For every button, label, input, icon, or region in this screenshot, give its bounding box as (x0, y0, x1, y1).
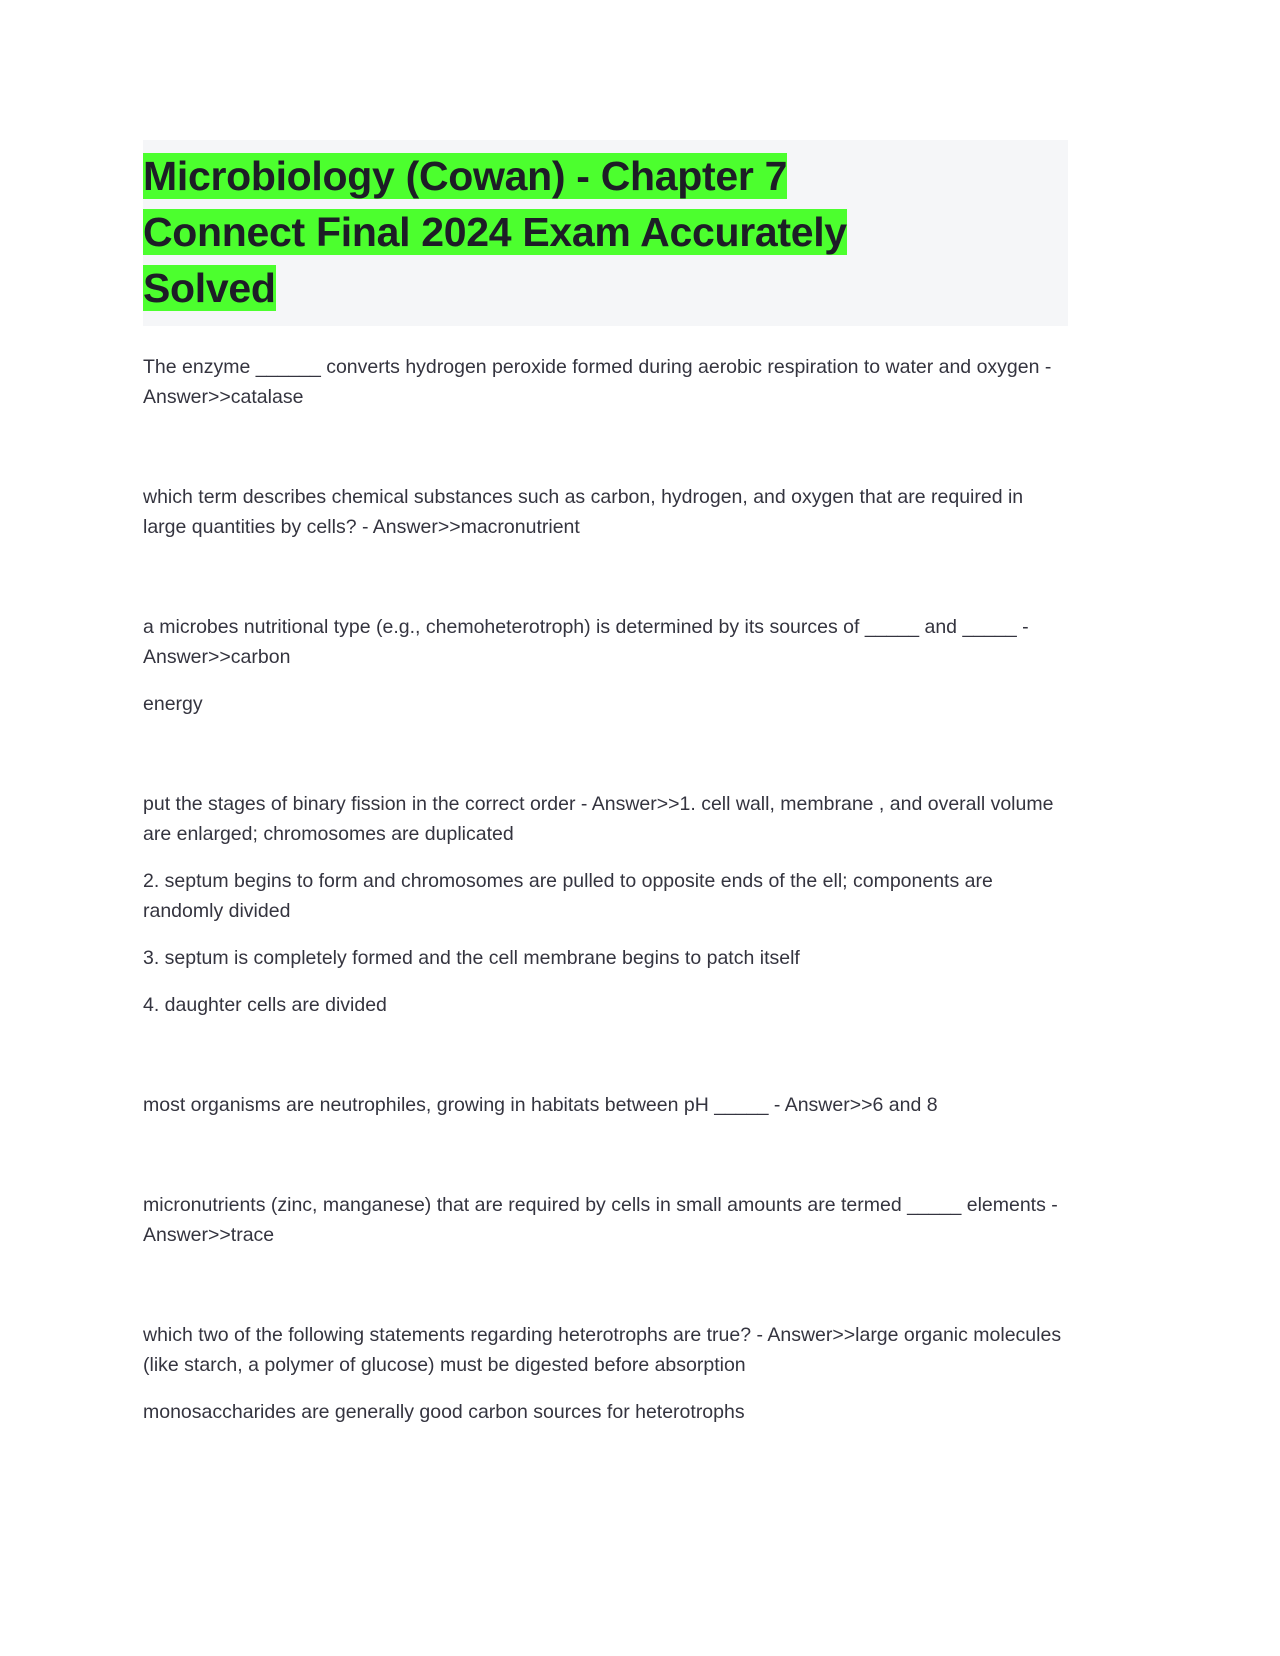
qa-paragraph: which two of the following statements regarding heterotrophs are true? - Answer>>large organic molecules (like starch, a polymer of glucose) must be digested before absorption (143, 1324, 1062, 1376)
qa-block-2 (143, 482, 1068, 542)
qa-paragraph: 3. septum is completely formed and the cell membrane begins to patch itself (143, 947, 800, 969)
block-spacer (143, 1250, 1068, 1320)
qa-paragraph: monosaccharides are generally good carbon sources for heterotrophs (143, 1401, 745, 1423)
qa-paragraph: energy (143, 693, 203, 715)
page-title (143, 140, 1068, 326)
block-spacer (143, 412, 1068, 482)
qa-paragraph: put the stages of binary fission in the correct order - Answer>>1. cell wall, membrane , and overall volume are enlarged; chromosomes are duplicated (143, 793, 1054, 845)
block-spacer (143, 1020, 1068, 1090)
qa-paragraph: The enzyme ______ converts hydrogen peroxide formed during aerobic respiration to water and oxygen - Answer>>catalase (143, 356, 1052, 408)
qa-paragraph: 2. septum begins to form and chromosomes are pulled to opposite ends of the ell; components are randomly divided (143, 870, 993, 922)
qa-paragraph: which term describes chemical substances such as carbon, hydrogen, and oxygen that are required in large quantities by cells? - Answer>>macronutrient (143, 486, 1024, 538)
line-spacer (143, 1380, 1068, 1397)
qa-block-7 (143, 1320, 1068, 1427)
qa-block-6 (143, 1190, 1068, 1250)
qa-block-1 (143, 352, 1068, 412)
qa-block-5 (143, 1090, 1068, 1120)
qa-paragraph: 4. daughter cells are divided (143, 994, 387, 1016)
block-spacer (143, 719, 1068, 789)
document-body (143, 352, 1068, 1427)
page-title-line-2: Connect Final 2024 Exam Accurately (143, 209, 847, 255)
title-block (143, 140, 1068, 326)
qa-block-4 (143, 789, 1068, 1020)
block-spacer (143, 1120, 1068, 1190)
page-title-line-3: Solved (143, 265, 276, 311)
line-spacer (143, 926, 1068, 943)
qa-paragraph: a microbes nutritional type (e.g., chemoheterotroph) is determined by its sources of _____ and _____ - Answer>>carbon (143, 616, 1029, 668)
block-spacer (143, 542, 1068, 612)
line-spacer (143, 973, 1068, 990)
qa-block-3 (143, 612, 1068, 719)
qa-paragraph: micronutrients (zinc, manganese) that are required by cells in small amounts are termed _____ elements - Answer>>trace (143, 1194, 1058, 1246)
qa-paragraph: most organisms are neutrophiles, growing in habitats between pH _____ - Answer>>6 and 8 (143, 1094, 938, 1116)
line-spacer (143, 672, 1068, 689)
page-title-line-1: Microbiology (Cowan) - Chapter 7 (143, 153, 788, 199)
line-spacer (143, 849, 1068, 866)
